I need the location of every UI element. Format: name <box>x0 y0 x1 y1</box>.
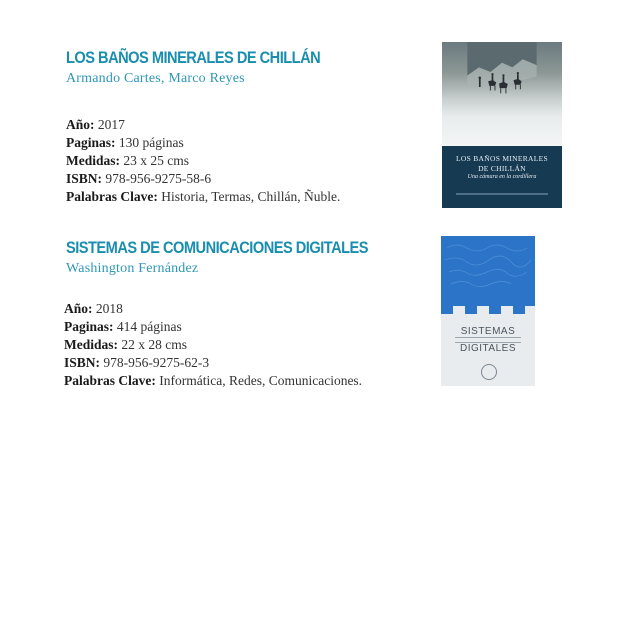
detail-value: 978-956-9275-62-3 <box>103 355 210 370</box>
detail-label: Año: <box>66 117 95 132</box>
book-authors: Armando Cartes, Marco Reyes <box>66 71 245 86</box>
detail-label: Paginas: <box>66 135 116 150</box>
detail-size <box>66 152 340 170</box>
cover-battlement-edge <box>441 298 535 322</box>
detail-label: ISBN: <box>64 355 101 370</box>
detail-value: Informática, Redes, Comunicaciones. <box>159 373 363 388</box>
detail-pages <box>64 318 362 336</box>
detail-value: Historia, Termas, Chillán, Ñuble. <box>161 189 341 204</box>
detail-value: 23 x 25 cms <box>123 153 189 168</box>
cover-blue-band <box>441 236 535 306</box>
book-title: LOS BAÑOS MINERALES DE CHILLÁN <box>66 48 321 67</box>
publisher-logo <box>481 364 497 380</box>
cover-title-2: DE CHILLÁN <box>478 164 526 173</box>
cover-title-2: DIGITALES <box>460 343 516 354</box>
scribble-texture <box>441 236 535 306</box>
book-details <box>66 116 340 206</box>
mountain-scene <box>442 42 562 102</box>
detail-year <box>64 300 362 318</box>
book-cover-image[interactable] <box>441 236 535 386</box>
detail-pages <box>66 134 340 152</box>
detail-label: Medidas: <box>66 153 120 168</box>
detail-value: 2018 <box>95 301 123 316</box>
book-authors: Washington Fernández <box>66 261 199 276</box>
detail-keywords <box>66 188 340 206</box>
detail-label: Palabras Clave: <box>64 373 156 388</box>
detail-size <box>64 336 362 354</box>
detail-label: Paginas: <box>64 319 114 334</box>
book-title: SISTEMAS DE COMUNICACIONES DIGITALES <box>66 238 369 257</box>
detail-year <box>66 116 340 134</box>
detail-label: Medidas: <box>64 337 118 352</box>
detail-value: 22 x 28 cms <box>121 337 187 352</box>
cover-subtitle: Una cámara en la cordillera <box>467 174 537 180</box>
book-details <box>64 300 362 390</box>
detail-value: 414 páginas <box>116 319 182 334</box>
detail-label: Año: <box>64 301 93 316</box>
cover-title: SISTEMAS <box>460 326 516 337</box>
cover-rule <box>456 193 548 195</box>
detail-label: ISBN: <box>66 171 103 186</box>
detail-isbn <box>66 170 340 188</box>
cover-photo <box>442 42 562 146</box>
cover-title: LOS BAÑOS MINERALES <box>456 154 548 163</box>
detail-value: 130 páginas <box>118 135 184 150</box>
detail-label: Palabras Clave: <box>66 189 158 204</box>
detail-isbn <box>64 354 362 372</box>
detail-keywords <box>64 372 362 390</box>
detail-value: 2017 <box>97 117 125 132</box>
detail-value: 978-956-9275-58-6 <box>105 171 212 186</box>
book-cover-image[interactable] <box>442 42 562 208</box>
